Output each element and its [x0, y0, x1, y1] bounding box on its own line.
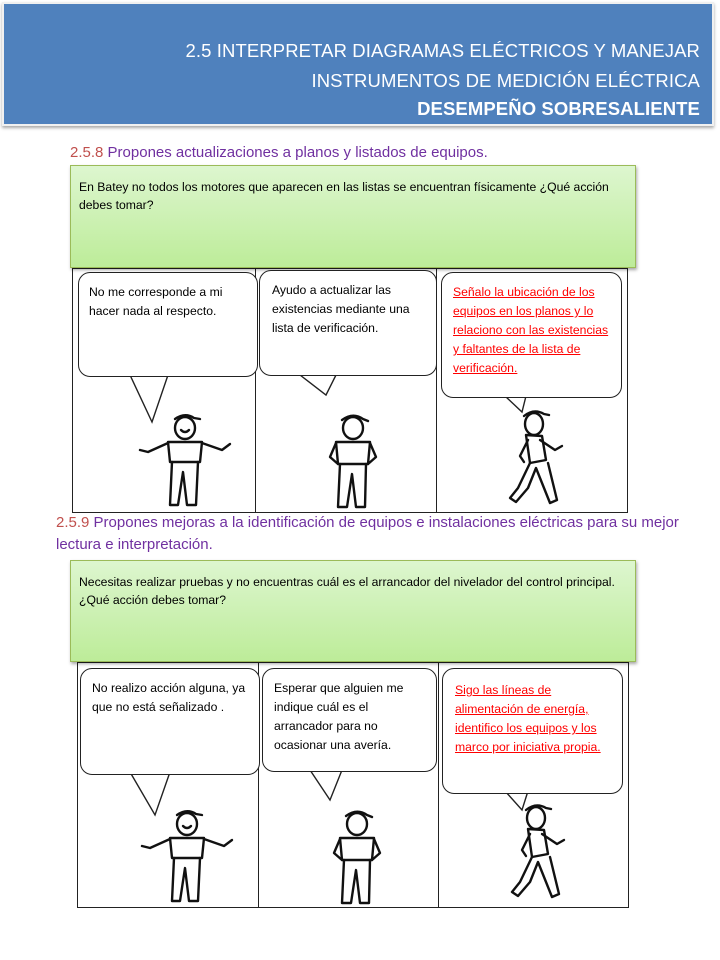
- option-text: Sigo las líneas de alimentación de energía, identifico los equipos y los marco por iniciativa propia.: [455, 683, 601, 754]
- standing-person-icon: [322, 808, 392, 908]
- section1-title-text: Propones actualizaciones a planos y listados de equipos.: [103, 144, 488, 161]
- section2-title-text: Propones mejoras a la identificación de equipos e instalaciones eléctricas para su mejor lectura e interpretación.: [56, 514, 679, 553]
- option-text: No realizo acción alguna, ya que no está señalizado .: [92, 681, 246, 714]
- section2-number: 2.5.9: [56, 514, 90, 531]
- option-bubble-2: [262, 668, 437, 772]
- shrugging-person-icon: [132, 806, 242, 906]
- option-text: Esperar que alguien me indique cuál es el arrancador para no ocasionar una avería.: [274, 681, 404, 752]
- option-text: Señalo la ubicación de los equipos en los planos y lo relaciono con las existencias y faltantes de la lista de verificación.: [453, 285, 609, 375]
- header-subtitle: DESEMPEÑO SOBRESALIENTE: [417, 98, 700, 119]
- section2-question-text: Necesitas realizar pruebas y no encuentras cuál es el arrancador del nivelador del control principal. ¿Qué acción debes tomar?: [79, 575, 615, 607]
- option-bubble-3-correct: [442, 668, 623, 794]
- walking-person-icon: [502, 802, 582, 902]
- section1-question-text: En Batey no todos los motores que aparecen en las listas se encuentran físicamente ¿Qué acción debes tomar?: [79, 180, 609, 212]
- option-bubble-1: [80, 668, 260, 775]
- header-title-line2: INSTRUMENTOS DE MEDICIÓN ELÉCTRICA: [311, 70, 700, 91]
- option-text: Ayudo a actualizar las existencias mediante una lista de verificación.: [272, 283, 410, 335]
- header-title-line1: 2.5 INTERPRETAR DIAGRAMAS ELÉCTRICOS Y MANEJAR: [185, 40, 700, 61]
- option-text: No me corresponde a mi hacer nada al respecto.: [89, 285, 223, 318]
- section1-number: 2.5.8: [70, 144, 104, 161]
